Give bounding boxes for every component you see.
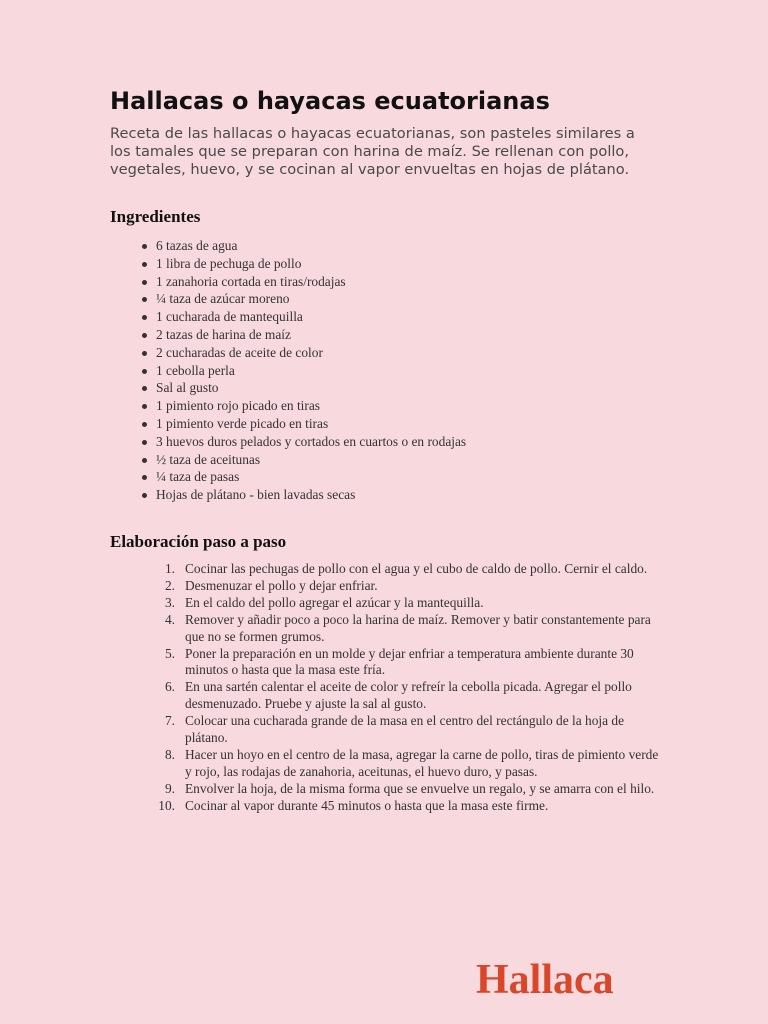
step-item <box>150 713 660 747</box>
step-text: Remover y añadir poco a poco la harina de maíz. Remover y batir constantemente para que no se formen grumos. <box>185 611 651 644</box>
ingredient-text: 1 pimiento verde picado en tiras <box>156 415 329 431</box>
recipe-intro: Receta de las hallacas o hayacas ecuatorianas, son pasteles similares a los tamales que se preparan con harina de maíz. Se rellenan con pollo, vegetales, huevo, y se cocinan al vapor envueltas en hojas de plátano. <box>110 125 635 178</box>
ingredient-text: ¼ taza de pasas <box>156 469 240 485</box>
ingredient-text: 1 zanahoria cortada en tiras/rodajas <box>156 273 346 289</box>
ingredient-text: 1 cebolla perla <box>156 362 235 378</box>
ingredient-item <box>138 451 466 469</box>
bullet-icon <box>142 280 147 285</box>
step-number: 7. <box>164 713 175 729</box>
ingredient-item <box>138 415 466 433</box>
bullet-icon <box>142 315 147 320</box>
step-item <box>150 595 660 612</box>
bullet-icon <box>142 475 147 480</box>
bullet-icon <box>142 244 147 249</box>
bullet-icon <box>142 333 147 338</box>
ingredient-item <box>138 326 466 344</box>
step-number: 10. <box>158 797 175 813</box>
bullet-icon <box>142 351 147 356</box>
step-text: Desmenuzar el pollo y dejar enfriar. <box>185 577 378 593</box>
ingredients-list <box>138 237 466 504</box>
ingredient-item <box>138 362 466 380</box>
ingredient-item <box>138 344 466 362</box>
ingredient-item <box>138 433 466 451</box>
step-text: En una sartén calentar el aceite de color y refreír la cebolla picada. Agregar el pollo desmenuzado. Pruebe y ajuste la sal al gusto. <box>185 679 632 712</box>
ingredient-text: ¼ taza de azúcar moreno <box>156 291 290 307</box>
step-item <box>150 561 660 578</box>
ingredient-item <box>138 397 466 415</box>
ingredient-item <box>138 486 466 504</box>
step-number: 2. <box>164 577 175 593</box>
step-item <box>150 578 660 595</box>
step-text: Cocinar las pechugas de pollo con el agua y el cubo de caldo de pollo. Cernir el caldo. <box>185 561 648 576</box>
step-number: 3. <box>164 594 175 610</box>
ingredient-text: ½ taza de aceitunas <box>156 451 261 467</box>
step-item <box>150 747 660 781</box>
ingredient-item <box>138 273 466 291</box>
step-number: 4. <box>164 611 175 627</box>
ingredient-text: Sal al gusto <box>156 380 219 396</box>
step-item <box>150 679 660 713</box>
ingredient-text: Hojas de plátano - bien lavadas secas <box>156 487 356 503</box>
bullet-icon <box>142 386 147 391</box>
steps-heading: Elaboración paso a paso <box>110 532 287 551</box>
step-number: 8. <box>164 746 175 762</box>
ingredient-text: 1 cucharada de mantequilla <box>156 309 303 325</box>
ingredient-item <box>138 255 466 273</box>
ingredients-heading: Ingredientes <box>110 207 201 226</box>
bullet-icon <box>142 458 147 463</box>
step-item <box>150 781 660 798</box>
step-item <box>150 612 660 646</box>
ingredient-text: 1 libra de pechuga de pollo <box>156 255 302 271</box>
bullet-icon <box>142 404 147 409</box>
steps-list <box>150 561 660 815</box>
step-number: 1. <box>164 561 175 576</box>
recipe-title: Hallacas o hayacas ecuatorianas <box>110 87 550 115</box>
step-item <box>150 798 660 815</box>
step-text: Hacer un hoyo en el centro de la masa, agregar la carne de pollo, tiras de pimiento verde y rojo, las rodajas de zanahoria, aceitunas, el huevo duro, y pasas. <box>185 746 659 779</box>
step-text: Envolver la hoja, de la misma forma que se envuelve un regalo, y se amarra con el hilo. <box>185 780 655 796</box>
ingredient-text: 2 cucharadas de aceite de color <box>156 344 323 360</box>
step-text: Colocar una cucharada grande de la masa en el centro del rectángulo de la hoja de plátano. <box>185 713 625 746</box>
ingredient-text: 6 tazas de agua <box>156 238 238 253</box>
ingredient-item <box>138 308 466 326</box>
ingredient-item <box>138 379 466 397</box>
step-number: 5. <box>164 645 175 661</box>
step-number: 9. <box>164 780 175 796</box>
step-text: En el caldo del pollo agregar el azúcar y la mantequilla. <box>185 594 484 610</box>
step-item <box>150 646 660 680</box>
bullet-icon <box>142 440 147 445</box>
step-number: 6. <box>164 679 175 695</box>
ingredient-item <box>138 468 466 486</box>
bullet-icon <box>142 262 147 267</box>
ingredient-text: 3 huevos duros pelados y cortados en cuartos o en rodajas <box>156 433 467 449</box>
bullet-icon <box>142 369 147 374</box>
ingredient-text: 1 pimiento rojo picado en tiras <box>156 398 320 414</box>
bullet-icon <box>142 422 147 427</box>
step-text: Poner la preparación en un molde y dejar enfriar a temperatura ambiente durante 30 minutos o hasta que la masa este fría. <box>185 645 634 678</box>
bullet-icon <box>142 297 147 302</box>
step-text: Cocinar al vapor durante 45 minutos o hasta que la masa este firme. <box>185 797 549 813</box>
brand-logo-text: Hallaca <box>476 957 614 1003</box>
ingredient-item <box>138 237 466 255</box>
ingredient-text: 2 tazas de harina de maíz <box>156 326 291 342</box>
bullet-icon <box>142 493 147 498</box>
ingredient-item <box>138 290 466 308</box>
